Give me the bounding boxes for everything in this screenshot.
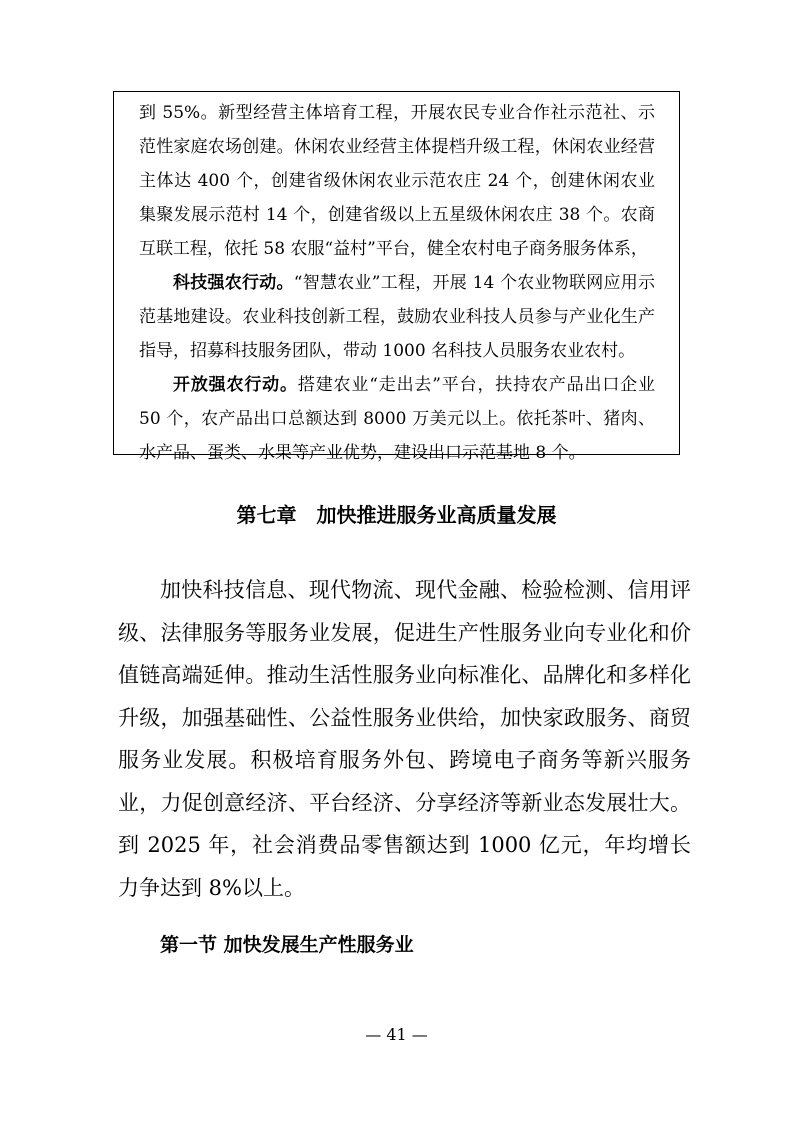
box-paragraph-3-text: 搭建农业“走出去”平台，扶持农产品出口企业 50 个，农产品出口总额达到 8000 万美元以上。依托茶叶、猪肉、水产品、蛋类、水果等产业优势，建设出口示范基地 8 个。: [139, 375, 656, 463]
section-title: 第一节 加快发展生产性服务业: [160, 934, 414, 956]
box-paragraph-3: [139, 368, 655, 470]
box-paragraph-1: 到 55%。新型经营主体培育工程，开展农民专业合作社示范社、示范性家庭农场创建。休闲农业经营主体提档升级工程，休闲农业经营主体达 400 个，创建省级休闲农业示范农庄 24 个，创建休闲农业集聚发展示范村 14 个，创建省级以上五星级休闲农庄 38 个。农商互联工程，依托 58 农服“益村”平台，健全农村电子商务服务体系，: [139, 103, 655, 259]
box-paragraph-2: [139, 266, 655, 368]
body-paragraph: 加快科技信息、现代物流、现代金融、检验检测、信用评级、法律服务等服务业发展，促进生产性服务业向专业化和价值链高端延伸。推动生活性服务业向标准化、品牌化和多样化升级，加强基础性、公益性服务业供给，加快家政服务、商贸服务业发展。积极培育服务外包、跨境电子商务等新兴服务业，力促创意经济、平台经济、分享经济等新业态发展壮大。到 2025 年，社会消费品零售额达到 1000 亿元，年均增长力争达到 8%以上。: [118, 578, 691, 900]
box-paragraph-2-title: 科技强农行动。: [173, 273, 294, 293]
box-paragraph-2-text: “智慧农业”工程，开展 14 个农业物联网应用示范基地建设。农业科技创新工程，鼓励农业科技人员参与产业化生产指导，招募科技服务团队，带动 1000 名科技人员服务农业农村。: [139, 273, 655, 361]
chapter-title: 第七章 加快推进服务业高质量发展: [236, 503, 557, 527]
highlight-box: [113, 91, 680, 463]
box-paragraph-3-title: 开放强农行动。: [173, 375, 298, 395]
page-number: — 41 —: [365, 1025, 428, 1044]
